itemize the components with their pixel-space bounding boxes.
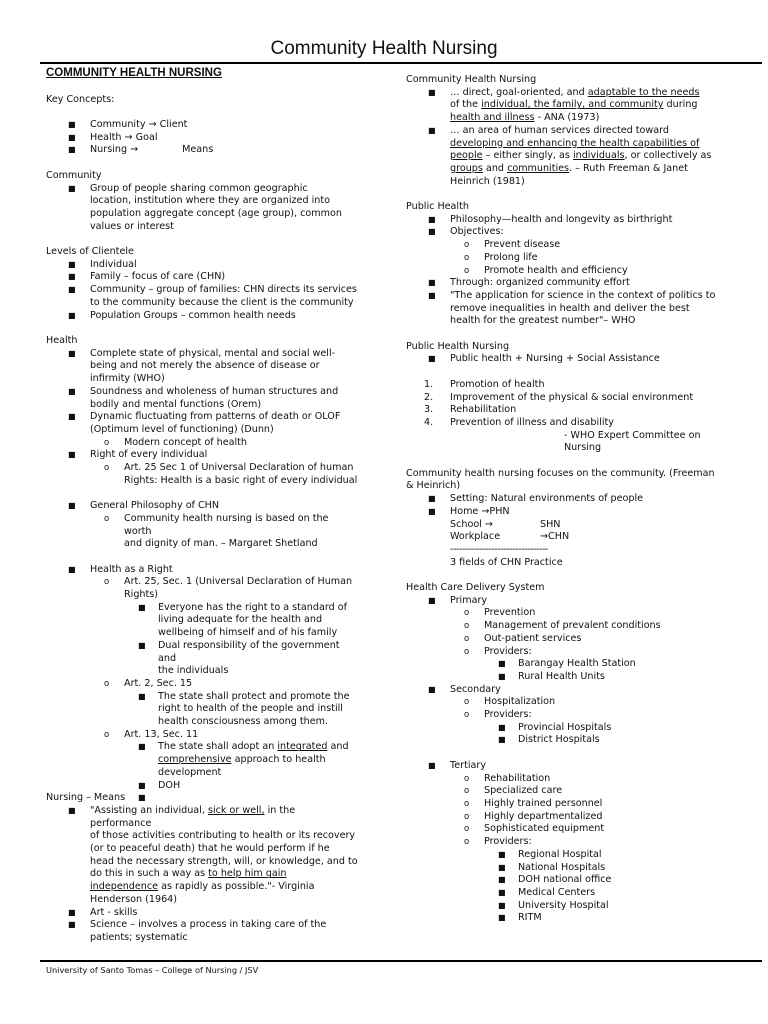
levels-label: Levels of Clientele (46, 246, 134, 258)
header-rule (40, 62, 762, 64)
list-item: ■ Public health + Nursing + Social Assistance (428, 353, 660, 365)
list-item: 2. Improvement of the physical & social environment (424, 391, 694, 403)
phn-source-cont: Nursing (564, 442, 602, 454)
list-item: ■ Tertiary (428, 759, 487, 771)
list-item: ■ District Hospitals (498, 734, 600, 746)
list-item: ■ Rural Health Units (498, 670, 605, 682)
list-item: ■ Medical Centers (498, 886, 596, 898)
list-item: ■ Philosophy—health and longevity as birthright (428, 213, 673, 225)
list-item: ■ Right of every individual (68, 449, 208, 461)
list-item: ■ "Assisting an individual, sick or well, in the performance of those activities contributing to health or its recovery (or to peaceful death) that he would perform if he head the necessary strength, will, or knowledge, and to do this in such a way as to help him gain independence as rapidly as possible."- Virginia Henderson (1964) (68, 804, 358, 905)
list-item: ■ Science – involves a process in taking care of the patients; systematic (68, 919, 327, 943)
list-item: o Art. 25, Sec. 1 (Universal Declaration of Human Rights) (104, 576, 353, 601)
chn-label: Community Health Nursing (406, 74, 537, 85)
list-item: ■ "The application for science in the context of politics to remove inequalities in health and deliver the best health for the greatest number"– WHO (428, 289, 716, 327)
list-item: ■ Objectives: (428, 226, 504, 238)
health-list (46, 348, 358, 488)
section-heading: COMMUNITY HEALTH NURSING (46, 67, 222, 79)
community-label: Community (46, 169, 102, 181)
footer-rule (40, 960, 762, 962)
list-item: ■ Health as a Right (68, 563, 173, 575)
focus-text: Community health nursing focuses on the community. (Freeman & Heinrich) (406, 467, 715, 492)
list-item: o Out-patient services (464, 632, 582, 644)
list-item: ■ Nursing → Means (68, 144, 214, 156)
list-item: ■ Regional Hospital (498, 848, 602, 860)
list-item: o Rehabilitation (464, 772, 551, 784)
list-item: o Promote health and efficiency (464, 264, 628, 276)
list-item: o Highly departmentalized (464, 810, 603, 822)
left-column (46, 66, 358, 945)
key-concepts-list (46, 119, 358, 157)
list-item: ■ National Hospitals (498, 861, 606, 873)
list-item: ■ Through: organized community effort (428, 277, 630, 289)
list-item: ■ Secondary (428, 683, 501, 695)
hcds-list (406, 595, 752, 747)
health-label: Health (46, 334, 78, 346)
list-item: o Providers: (464, 709, 532, 721)
list-item: o Art. 13, Sec. 11 (104, 728, 199, 740)
list-item: ■ Everyone has the right to a standard of living adequate for the health and wellbeing of himself and of his family (138, 601, 348, 639)
list-item: o Providers: (464, 645, 532, 657)
list-item: 3. Rehabilitation (424, 404, 517, 416)
list-item: ■ Group of people sharing common geographic location, institution where they are organized into population aggregate concept (age group), common values or interest (68, 182, 342, 232)
community-list (46, 183, 358, 234)
list-item: ■ … direct, goal-oriented, and adaptable to the needs of the individual, the family, and community during health and illness - ANA (1973) (428, 86, 700, 124)
fields-divider: --------------------------------- (450, 543, 548, 555)
levels-list (46, 259, 358, 323)
list-item: ■ Primary (428, 594, 488, 606)
list-item: o Specialized care (464, 785, 563, 797)
list-item: o Modern concept of health (104, 436, 248, 448)
public-health-label: Public Health (406, 201, 469, 213)
list-item: o Art. 25 Sec 1 of Universal Declaration of human Rights: Health is a basic right of every individual (104, 462, 358, 486)
list-item: 1. Promotion of health (424, 378, 545, 390)
list-item: ■ Dynamic fluctuating from patterns of death or OLOF (Optimum level of functioning) (Dunn) (68, 411, 341, 435)
hcds-label: Health Care Delivery System (406, 582, 545, 594)
list-item: ■ The state shall protect and promote the right to health of the people and instill health consciousness among them. (138, 690, 350, 728)
list-item: ■ DOH national office (498, 874, 612, 886)
fields-school: School → SHN (450, 518, 561, 530)
chn-definitions (406, 87, 752, 189)
fields-workplace: Workplace →CHN (450, 531, 570, 543)
list-item: o Management of prevalent conditions (464, 620, 661, 632)
list-item: o Sophisticated equipment (464, 823, 605, 835)
list-item: ■ Individual (68, 258, 137, 270)
tertiary-list (406, 760, 752, 925)
page-footer: University of Santo Tomas – College of Nursing / JSV (46, 965, 259, 975)
fields-list (406, 493, 752, 518)
list-item: ■ Barangay Health Station (498, 658, 636, 670)
list-item: ■ Provincial Hospitals (498, 721, 612, 733)
list-item: o Art. 2, Sec. 15 (104, 677, 193, 689)
list-item: ■ General Philosophy of CHN (68, 500, 220, 512)
phn-formula-list (406, 353, 752, 366)
list-item: ■ Health → Goal (68, 131, 158, 143)
list-item: ■ University Hospital (498, 899, 609, 911)
list-item: o Prolong life (464, 251, 538, 263)
public-health-list (406, 214, 752, 328)
fields-caption: 3 fields of CHN Practice (450, 556, 563, 568)
list-item: 4. Prevention of illness and disability (424, 416, 614, 428)
list-item: ■ Population Groups – common health needs (68, 309, 296, 321)
list-item: ■ DOH (138, 779, 181, 791)
list-item: ■ RITM (498, 912, 542, 924)
page-title: Community Health Nursing (270, 38, 498, 59)
right-column (406, 74, 752, 925)
list-item: ■ Complete state of physical, mental and social well- being and not merely the absence of disease or infirmity (WHO) (68, 347, 336, 385)
list-item: ■ Soundness and wholeness of human structures and bodily and mental functions (Orem) (68, 385, 339, 410)
list-item: ■ Family – focus of care (CHN) (68, 271, 226, 283)
list-item: o Hospitalization (464, 696, 556, 708)
list-item: ■ … an area of human services directed toward developing and enhancing the health capabilities of people – either singly, as individuals, or collectively as groups and communities. – Ruth Freeman & Janet Heinrich (1981) (428, 124, 712, 187)
philosophy-list (46, 500, 358, 551)
list-item: ■ Setting: Natural environments of people (428, 493, 644, 505)
list-item: ■ Home →PHN (428, 505, 510, 517)
list-item: o Prevention (464, 607, 536, 619)
nursing-list (46, 805, 358, 945)
key-concepts-label: Key Concepts: (46, 93, 115, 105)
list-item: ■ Dual responsibility of the government and the individuals (138, 639, 340, 677)
list-item: ■ Community → Client (68, 119, 188, 131)
phn-numbered-list (406, 379, 752, 430)
list-item: o Highly trained personnel (464, 797, 603, 809)
list-item: ■ Community – group of families: CHN directs its services to the community because the client is the community (68, 284, 357, 308)
list-item: o Community health nursing is based on the worth and dignity of man. – Margaret Shetland (104, 512, 329, 550)
health-right-list: ■ Health as a Right o Art. 25, Sec. 1 (Universal Declaration of Human Rights) ■ Everyone has the right to a standard of living adequate for the health and wellbeing of himself and of his family ■ Dual responsibility of the government and the individuals o Art. 2, Sec. 15 ■ The state shall protect and promote the right to health of the people and instill health consciousness among them. o Art. 13, Sec. 11 ■ The state shall adopt an integrated and comprehensive approach to health development ■ DOH ■ (46, 564, 358, 793)
list-item: ■ The state shall adopt an integrated and comprehensive approach to health development (138, 741, 349, 778)
list-item: ■ Art - skills (68, 906, 138, 918)
list-item: o Prevent disease (464, 239, 561, 251)
phn-source: - WHO Expert Committee on (564, 429, 701, 441)
nursing-label: Nursing – Means (46, 792, 126, 804)
phn-label: Public Health Nursing (406, 340, 510, 352)
list-item: o Providers: (464, 836, 532, 848)
